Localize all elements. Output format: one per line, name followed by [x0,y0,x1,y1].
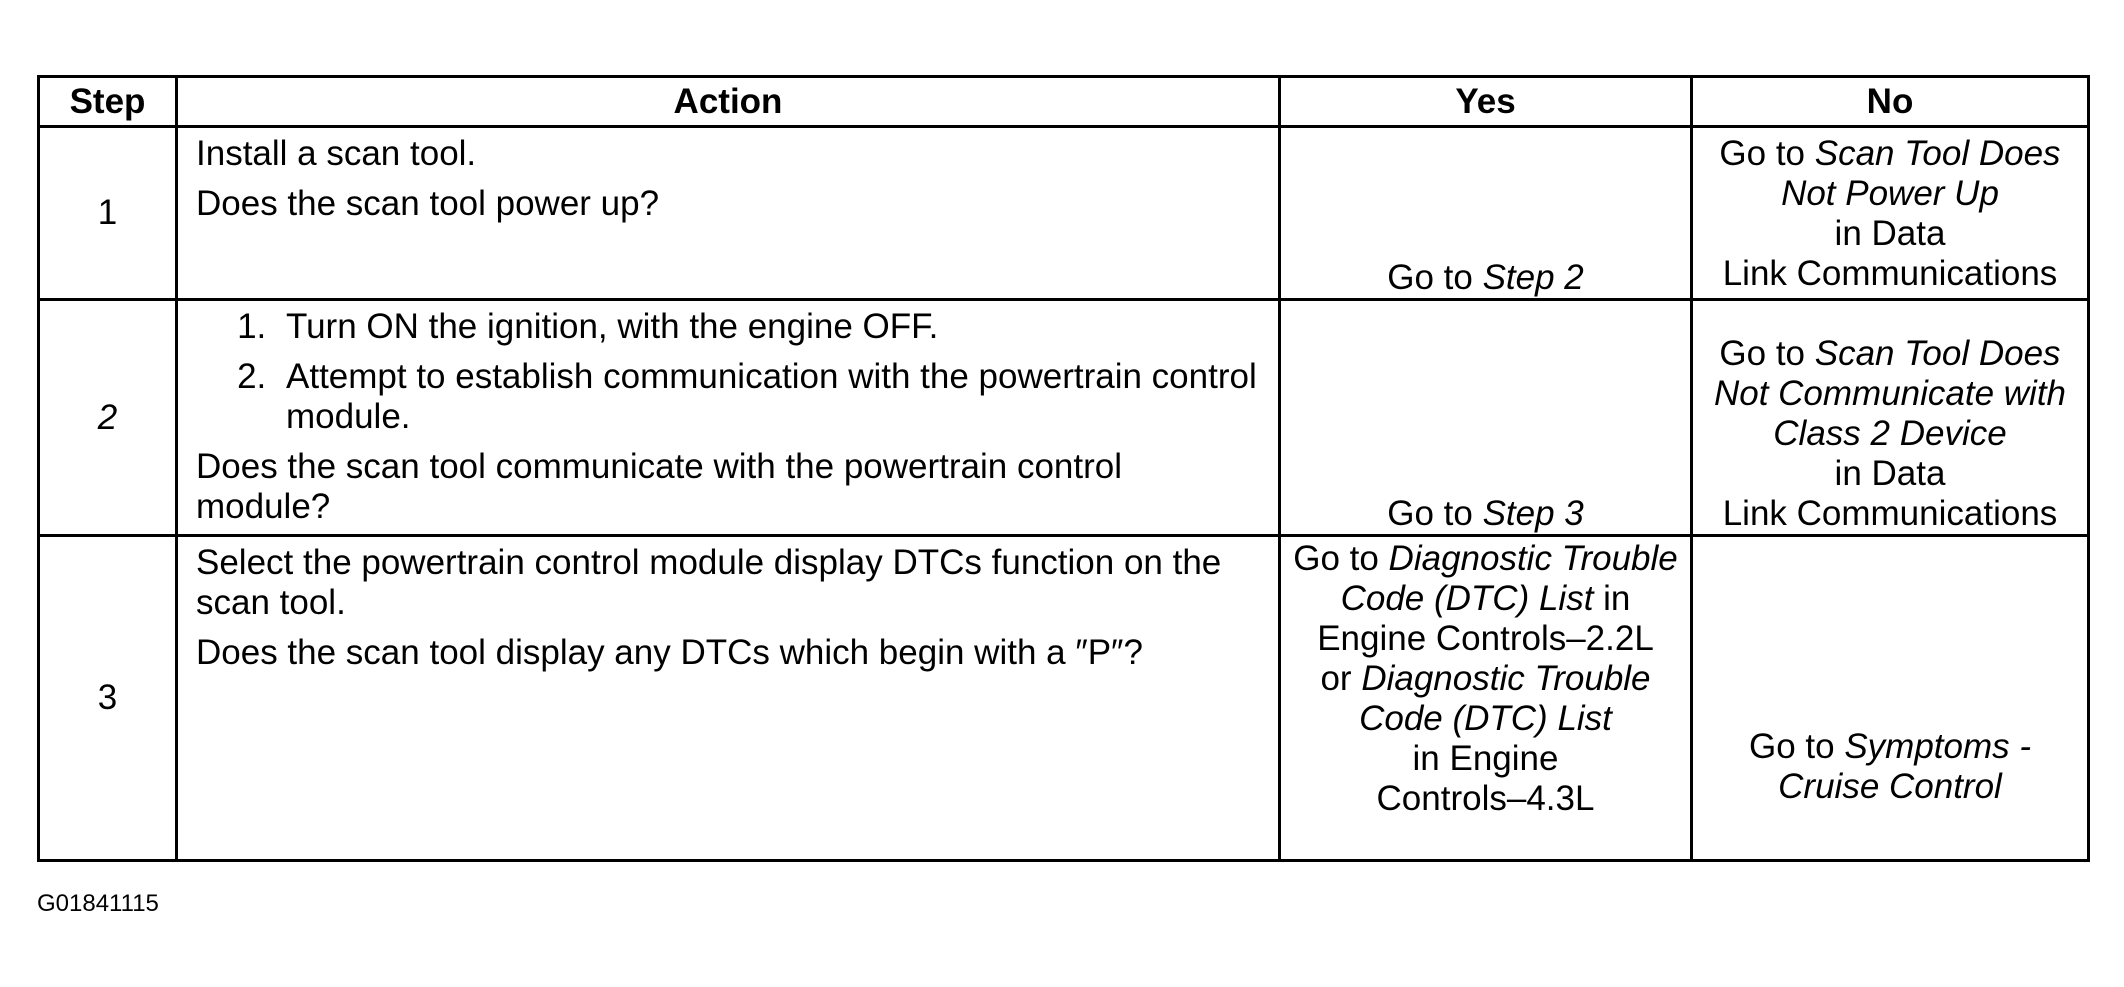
symptoms-link[interactable]: Cruise Control [1778,767,2002,806]
yes-prefix: Go to [1387,258,1483,297]
no-suffix: in Data [1834,454,1946,493]
action-question: Does the scan tool communicate with the powertrain control module? [196,447,1123,526]
diagnostic-table [37,75,2090,862]
header-action: Action [177,77,1280,127]
yes-or: or [1320,659,1362,698]
no-prefix: Go to [1719,334,1815,373]
action-question: Does the scan tool power up? [196,184,660,223]
no-cell [1692,127,2089,300]
action-list [196,307,1260,437]
yes-prefix: Go to [1293,539,1389,578]
yes-mid: in [1593,579,1631,618]
figure-id: G01841115 [37,890,159,917]
action-text: Install a scan tool. [196,134,477,173]
action-cell [177,127,1280,300]
yes-suffix: in Engine [1412,739,1559,778]
yes-prefix: Go to [1387,494,1483,533]
symptoms-link[interactable]: Symptoms - [1844,727,2032,766]
header-yes: Yes [1280,77,1692,127]
action-text: Select the powertrain control module display DTCs function on the scan tool. [196,543,1222,622]
step-number: 3 [39,536,177,861]
no-suffix: in Data [1834,214,1946,253]
yes-suffix: Controls–4.3L [1376,779,1595,818]
step-number: 1 [39,127,177,300]
no-prefix: Go to [1748,727,1845,766]
yes-cell [1280,300,1692,536]
action-question: Does the scan tool display any DTCs which begin with a ″P″? [196,633,1143,672]
table-row [39,536,2089,861]
list-item: 1. Turn ON the ignition, with the engine OFF. [276,307,1260,347]
header-no: No [1692,77,2089,127]
header-row [39,77,2089,127]
table-row [39,300,2089,536]
yes-cell [1280,536,1692,861]
table-row [39,127,2089,300]
procedure-link[interactable]: Scan Tool Does Not Communicate with Class 2 Device [1713,334,2067,453]
step-link[interactable]: Step 3 [1482,494,1584,533]
no-suffix: Link Communications [1722,494,2058,533]
step-number: 2 [39,300,177,536]
list-item: 2. Attempt to establish communication with the powertrain control module. [276,357,1260,437]
no-suffix: Link Communications [1722,254,2058,293]
dtc-list-link[interactable]: Diagnostic Trouble Code (DTC) List [1359,659,1651,738]
procedure-link[interactable]: Scan Tool Does Not Power Up [1781,134,2061,213]
yes-cell [1280,127,1692,300]
no-cell [1692,536,2089,861]
action-cell [177,536,1280,861]
no-cell [1692,300,2089,536]
step-link[interactable]: Step 2 [1482,258,1584,297]
yes-mid: Engine Controls–2.2L [1317,619,1654,658]
dtc-list-link[interactable]: Diagnostic Trouble Code (DTC) List [1340,539,1678,618]
header-step: Step [39,77,177,127]
no-prefix: Go to [1719,134,1815,173]
action-cell [177,300,1280,536]
